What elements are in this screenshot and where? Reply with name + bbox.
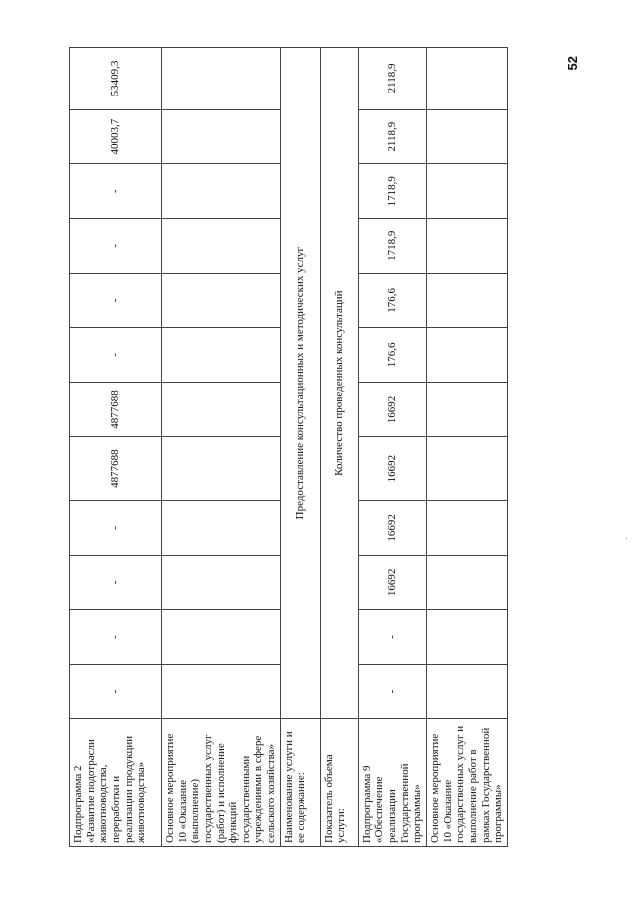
- table-cell: -: [70, 610, 162, 665]
- table-cell: [162, 382, 281, 437]
- table-cell: [426, 219, 507, 274]
- table-cell: [426, 610, 507, 665]
- table-cell: 16692: [358, 501, 426, 556]
- row-name: Подпрограмма 2 «Развитие подотрасли животноводства, переработки и реализации продукции животноводства»: [70, 719, 162, 847]
- table-cell: -: [358, 610, 426, 665]
- table-cell: [426, 501, 507, 556]
- table-cell: -: [70, 328, 162, 383]
- table-cell: [162, 501, 281, 556]
- table-cell: -: [70, 664, 162, 719]
- table-cell: [426, 328, 507, 383]
- table-cell: [162, 109, 281, 164]
- table-cell: [162, 437, 281, 501]
- table-cell: [162, 164, 281, 219]
- table-cell: [162, 664, 281, 719]
- table-cell: [426, 437, 507, 501]
- table-cell: 4877688: [70, 382, 162, 437]
- row-name: Основное мероприятие 10 «Оказание государственных услуг и выполнение работ в рамках Государственной программы»: [426, 719, 507, 847]
- table-cell: [426, 664, 507, 719]
- table-cell: [162, 328, 281, 383]
- table-cell: 1718,9: [358, 219, 426, 274]
- scan-speck: [626, 538, 627, 539]
- table-cell: [426, 555, 507, 610]
- table-row: [426, 48, 507, 847]
- row-name: Подпрограмма 9 «Обеспечение реализации Государственной программы»: [358, 719, 426, 847]
- table-row: [162, 48, 281, 847]
- table-row: [280, 48, 320, 847]
- row-name: Показатель объема услуги:: [320, 719, 358, 847]
- table-row: [320, 48, 358, 847]
- service-description: Предоставление консультационных и методических услуг: [280, 48, 320, 719]
- table-cell: [426, 109, 507, 164]
- table-cell: -: [70, 273, 162, 328]
- table-cell: [426, 273, 507, 328]
- table-cell: 16692: [358, 555, 426, 610]
- table-cell: 1718,9: [358, 164, 426, 219]
- table-row: [358, 48, 426, 847]
- table-cell: [162, 48, 281, 110]
- table-cell: 40003,7: [70, 109, 162, 164]
- table-cell: [162, 219, 281, 274]
- row-name: Основное мероприятие 10 «Оказание (выполнение) государственных услуг (работ) и исполнение функций государственными учреждениями в сфере сельского хозяйства»: [162, 719, 281, 847]
- table-cell: [162, 273, 281, 328]
- table-cell: 16692: [358, 382, 426, 437]
- table-cell: 2118,9: [358, 109, 426, 164]
- table-cell: 4877688: [70, 437, 162, 501]
- row-name: Наименование услуги и ее содержание:: [280, 719, 320, 847]
- table-row: [70, 48, 162, 847]
- table-cell: 176,6: [358, 273, 426, 328]
- table-cell: -: [70, 501, 162, 556]
- table-cell: [162, 610, 281, 665]
- table-cell: 16692: [358, 437, 426, 501]
- table-cell: -: [70, 219, 162, 274]
- budget-table: [69, 47, 508, 847]
- table-cell: [426, 164, 507, 219]
- table-cell: 53409,3: [70, 48, 162, 110]
- page-number: 52: [565, 56, 580, 71]
- table-cell: [426, 382, 507, 437]
- table-cell: -: [70, 164, 162, 219]
- rotated-table-container: [69, 47, 569, 847]
- volume-indicator: Количество проведенных консультаций: [320, 48, 358, 719]
- table-cell: [426, 48, 507, 110]
- table-cell: -: [70, 555, 162, 610]
- table-cell: 176,6: [358, 328, 426, 383]
- table-cell: 2118,9: [358, 48, 426, 110]
- table-cell: -: [358, 664, 426, 719]
- table-cell: [162, 555, 281, 610]
